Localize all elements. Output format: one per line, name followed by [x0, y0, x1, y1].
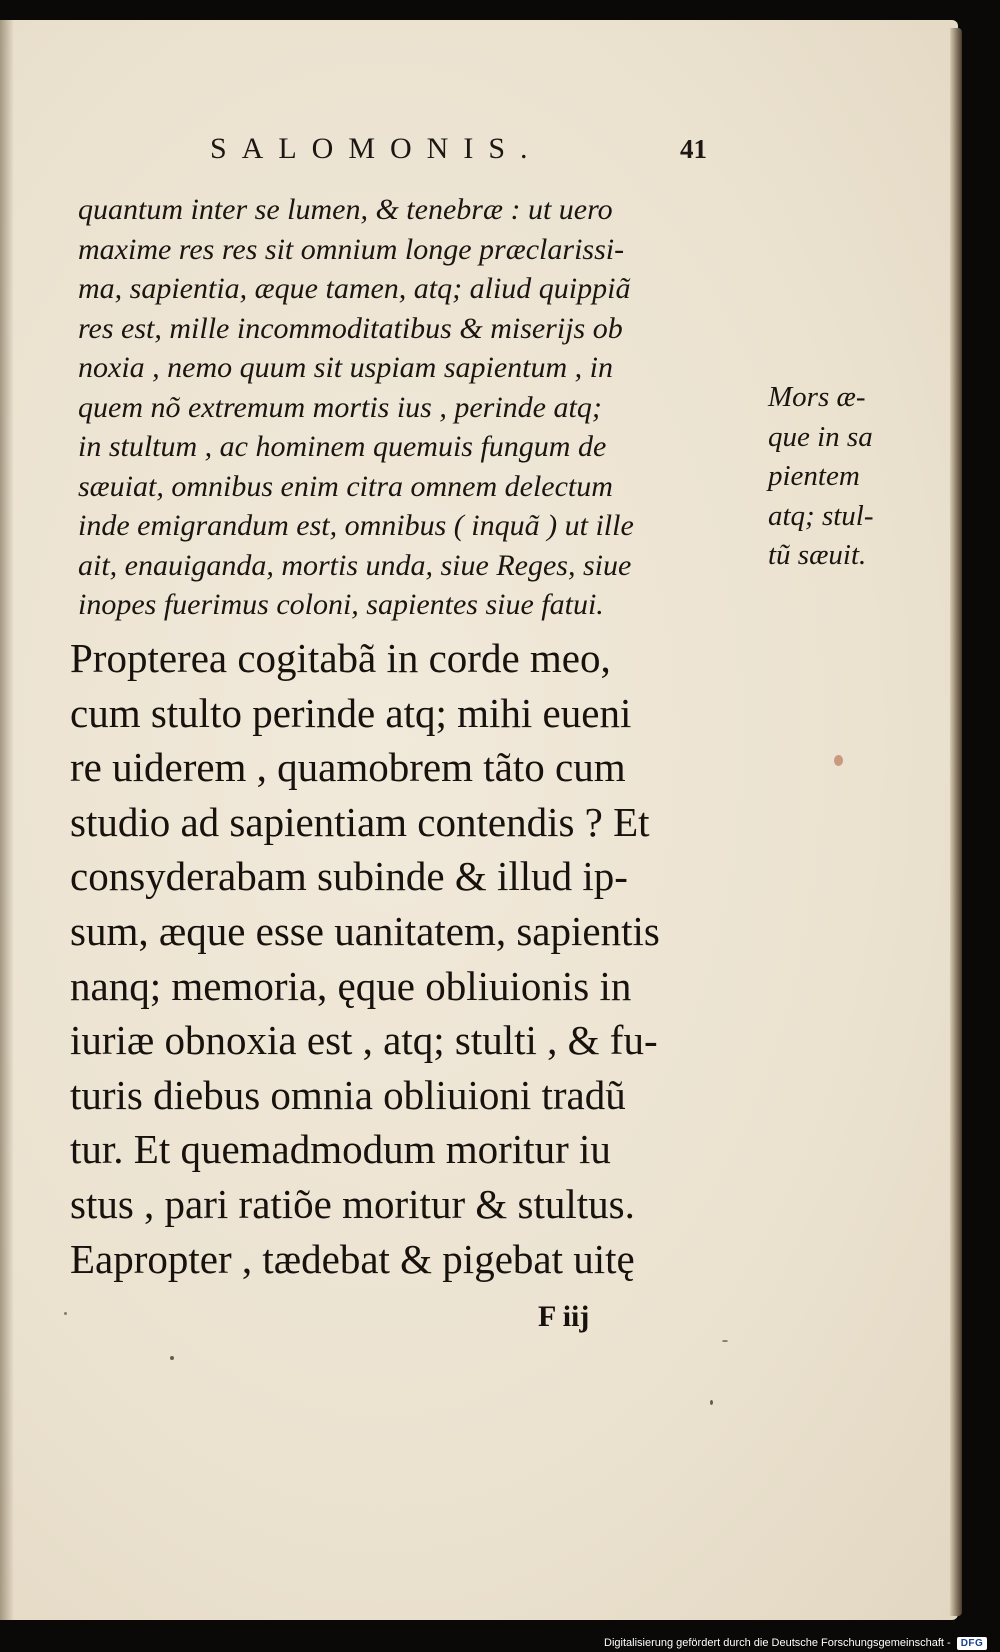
commentary-line: noxia , nemo quum sit uspiam sapientum , in: [78, 351, 613, 384]
paper-speck: [64, 1312, 67, 1315]
marginal-note-line: que in sa: [768, 420, 873, 453]
paper-speck: [722, 1340, 728, 1342]
page-edge: [950, 28, 962, 1616]
main-text-line: consyderabam subinde & illud ip-: [70, 853, 628, 900]
commentary-line: res est, mille incommoditatibus & miserijs ob: [78, 311, 623, 345]
marginal-note-line: atq; stul-: [768, 499, 874, 532]
commentary-paragraph: [78, 190, 758, 625]
main-text-line: turis diebus omnia obliuioni tradũ: [70, 1071, 626, 1118]
commentary-line: sæuiat, omnibus enim citra omnem delectum: [78, 469, 613, 503]
main-text-line: cum stulto perinde atq; mihi eueni: [70, 689, 632, 736]
commentary-line: quantum inter se lumen, & tenebræ : ut uero: [78, 193, 613, 226]
paper-speck: [170, 1356, 174, 1360]
folio-number: 41: [680, 134, 707, 164]
signature-mark: F iij: [538, 1300, 590, 1333]
main-text-line: sum, æque esse uanitatem, sapientis: [70, 907, 660, 954]
marginal-note-line: Mors æ-: [768, 381, 866, 413]
main-text-line: nanq; memoria, ęque obliuionis in: [70, 962, 632, 1009]
digitization-credit-text: Digitalisierung gefördert durch die Deutsche Forschungsgemeinschaft -: [604, 1637, 951, 1649]
spine-shadow: [0, 20, 14, 1620]
paper-speck: [710, 1400, 713, 1405]
main-text-line: iuriæ obnoxia est , atq; stulti , & fu-: [70, 1017, 658, 1064]
paper-speck: [834, 755, 843, 766]
running-head: SALOMONIS.: [210, 132, 543, 165]
commentary-line: ait, enauiganda, mortis unda, siue Reges, siue: [78, 548, 632, 582]
commentary-line: quem nõ extremum mortis ius , perinde atq;: [78, 390, 602, 424]
main-text-line: tur. Et quemadmodum moritur iu: [70, 1126, 611, 1173]
main-text-paragraph: [70, 631, 770, 1286]
main-text-line: Propterea cogitabã in corde meo,: [70, 635, 611, 681]
main-text-line: re uiderem , quamobrem tãto cum: [70, 744, 626, 791]
main-text-line: stus , pari ratiõe moritur & stultus.: [70, 1180, 635, 1227]
commentary-line: inopes fuerimus coloni, sapientes siue fatui.: [78, 588, 604, 621]
commentary-line: inde emigrandum est, omnibus ( inquã ) ut ille: [78, 509, 634, 542]
marginal-note-line: tũ sæuit.: [768, 539, 867, 571]
digitization-credit: [604, 1634, 987, 1652]
marginal-note-line: pientem: [768, 460, 860, 492]
main-text-line: studio ad sapientiam contendis ? Et: [70, 798, 650, 845]
commentary-line: maxime res res sit omnium longe præclarissi-: [78, 232, 625, 266]
commentary-line: in stultum , ac hominem quemuis fungum de: [78, 430, 607, 463]
dfg-logo: DFG: [957, 1637, 988, 1650]
commentary-line: ma, sapientia, æque tamen, atq; aliud quippiã: [78, 272, 631, 305]
main-text-line: Eapropter , tædebat & pigebat uitę: [70, 1235, 635, 1282]
marginal-note: [768, 378, 874, 576]
